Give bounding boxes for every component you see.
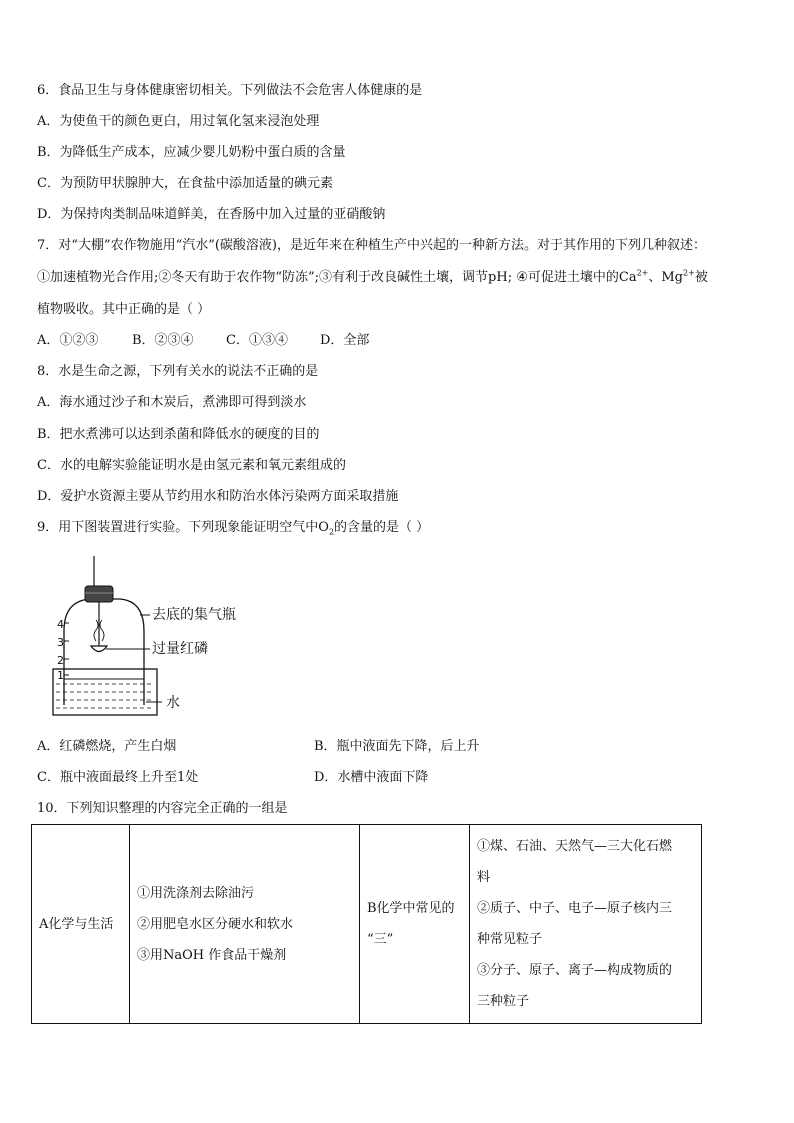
rubber-stopper xyxy=(85,586,113,602)
apparatus-diagram xyxy=(40,553,260,723)
a-item-1: ①用洗涤剂去除油污 xyxy=(137,885,255,901)
q9-option-a: A．红磷燃烧，产生白烟 xyxy=(37,739,177,754)
knowledge-table xyxy=(31,824,702,1024)
b-item-line: ①煤、石油、天然气—三大化石燃 xyxy=(477,839,673,854)
b-label-line1: B化学中常见的 xyxy=(367,901,455,916)
mg-charge: 2+ xyxy=(683,268,695,278)
q8-option-b: B．把水煮沸可以达到杀菌和降低水的硬度的目的 xyxy=(37,427,320,442)
q7-option-a: A．①②③ xyxy=(37,333,99,348)
water-surface-lines xyxy=(56,684,154,708)
scale-mark-1: 1 xyxy=(57,669,64,682)
scale-mark-3: 3 xyxy=(57,636,64,649)
label-water: 水 xyxy=(166,695,180,711)
q6-stem: 6．食品卫生与身体健康密切相关。下列做法不会危害人体健康的是 xyxy=(37,83,423,98)
b-item-line: 种常见粒子 xyxy=(477,932,543,947)
scale-mark-4: 4 xyxy=(57,618,64,631)
q9-option-c: C．瓶中液面最终上升至1处 xyxy=(37,770,199,785)
b-item-line: ②质子、中子、电子—原子核内三 xyxy=(477,901,673,916)
b-item-line: ③分子、原子、离子—构成物质的 xyxy=(477,963,673,978)
q9-stem xyxy=(37,520,429,536)
q7-stem-line3: 植物吸收。其中正确的是（ ） xyxy=(37,302,211,317)
q7-line2-part-b: 、Mg xyxy=(648,270,684,285)
q7-option-c: C．①③④ xyxy=(226,333,288,348)
b-item-line: 料 xyxy=(477,870,491,885)
q8-stem: 8．水是生命之源，下列有关水的说法不正确的是 xyxy=(37,364,319,379)
o2-subscript: 2 xyxy=(328,527,335,537)
q10-stem: 10．下列知识整理的内容完全正确的一组是 xyxy=(37,801,288,816)
q6-option-c: C．为预防甲状腺肿大，在食盐中添加适量的碘元素 xyxy=(37,176,333,191)
q9-stem-part-b: 的含量的是（ ） xyxy=(334,520,430,535)
a-item-2: ②用肥皂水区分硬水和软水 xyxy=(137,916,294,932)
q9-stem-part-a: 9．用下图装置进行实验。下列现象能证明空气中O xyxy=(37,520,329,535)
combustion-spoon xyxy=(91,646,107,652)
a-item-3: ③用NaOH 作食品干燥剂 xyxy=(137,947,287,963)
label-phosphorus: 过量红磷 xyxy=(152,641,208,657)
table-row xyxy=(32,825,702,1024)
ca-charge: 2+ xyxy=(636,268,649,278)
q6-option-b: B．为降低生产成本，应减少婴儿奶粉中蛋白质的含量 xyxy=(37,145,346,160)
label-bottle: 去底的集气瓶 xyxy=(152,607,236,623)
q7-line2-part-a: ①加速植物光合作用;②冬天有助于农作物“防冻”;③有利于改良碱性土壤，调节pH; ④可促进土壤中的Ca xyxy=(37,270,637,285)
q6-option-a: A．为使鱼干的颜色更白，用过氧化氢来浸泡处理 xyxy=(37,114,320,129)
q8-option-c: C．水的电解实验能证明水是由氢元素和氧元素组成的 xyxy=(37,458,346,473)
q7-stem-line1: 7．对“大棚”农作物施用“汽水”(碳酸溶液)，是近年来在种植生产中兴起的一种新方法。对于其作用的下列几种叙述： xyxy=(37,238,706,253)
gas-collecting-bottle xyxy=(64,599,144,705)
cell-b-items xyxy=(470,825,702,1024)
q9-option-d: D．水槽中液面下降 xyxy=(314,770,429,785)
cell-a-items xyxy=(130,825,360,1024)
b-label-line2: “三” xyxy=(367,932,394,947)
cell-b-label xyxy=(360,825,470,1024)
q7-line2-part-c: 被 xyxy=(694,270,708,285)
b-item-line: 三种粒子 xyxy=(477,994,530,1009)
q8-option-a: A．海水通过沙子和木炭后，煮沸即可得到淡水 xyxy=(37,395,307,410)
q8-option-d: D．爱护水资源主要从节约用水和防治水体污染两方面采取措施 xyxy=(37,489,399,504)
q7-stem-line2 xyxy=(37,270,708,286)
q7-option-b: B．②③④ xyxy=(132,333,194,348)
scale-marks xyxy=(64,623,69,675)
q7-option-d: D．全部 xyxy=(320,333,370,348)
q9-option-b: B．瓶中液面先下降，后上升 xyxy=(314,739,480,754)
q6-option-d: D．为保持肉类制品味道鲜美，在香肠中加入过量的亚硝酸钠 xyxy=(37,207,386,222)
scale-mark-2: 2 xyxy=(57,654,64,667)
cell-a-label: A化学与生活 xyxy=(32,825,130,1024)
